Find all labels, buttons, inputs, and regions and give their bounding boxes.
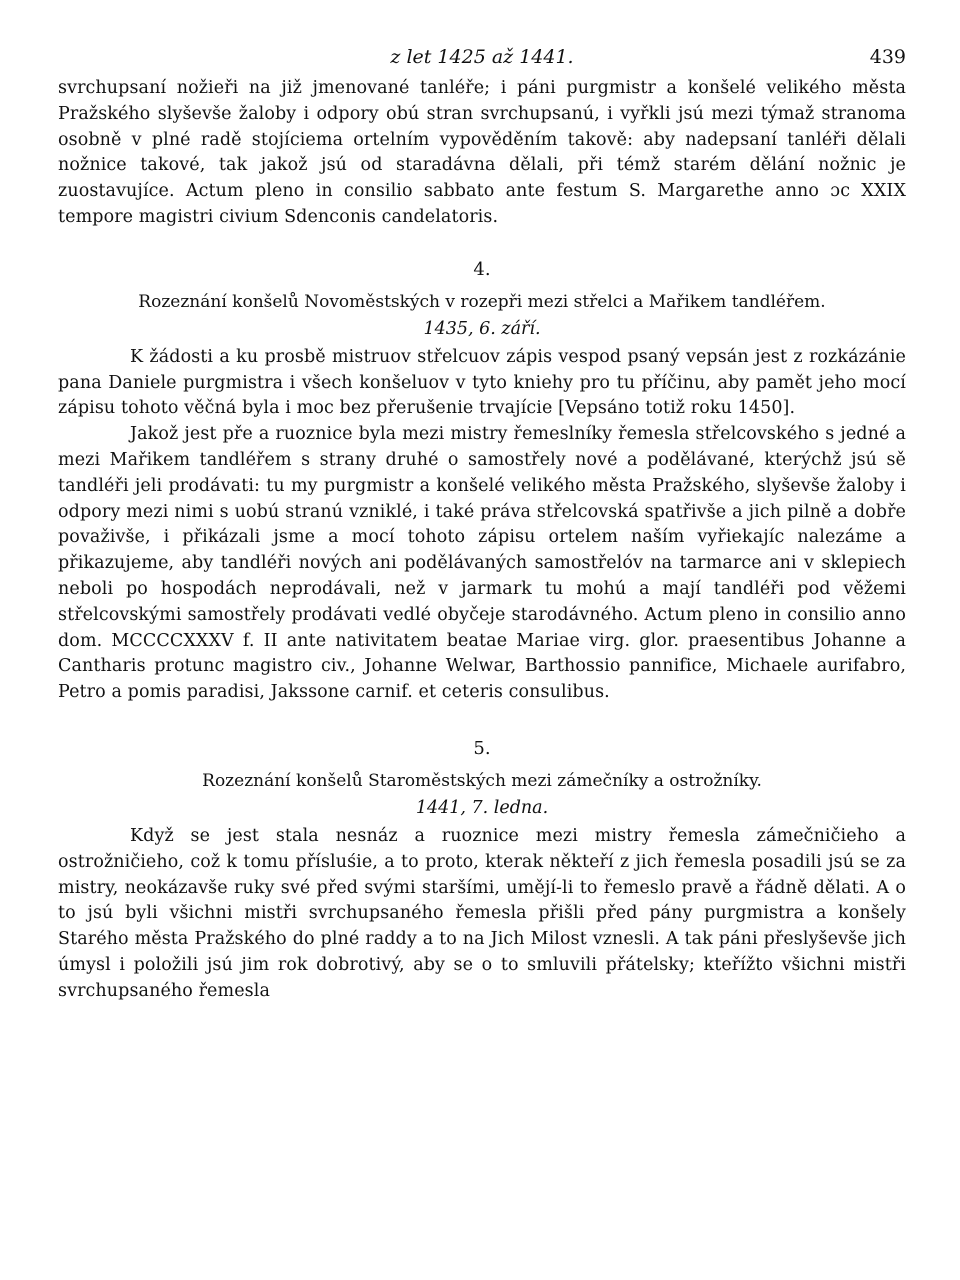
page-number: 439 [869,46,906,68]
section-number-4: 4. [473,258,491,280]
section-4-paragraph-2: Jakož jest pře a ruoznice byla mezi mistry řemeslníky řemesla střelcovského s jedné a mezi Mařikem tandléřem s strany druhé o samostřely nové a podělávané, kterýchž jsú sě tandléři jeli prodávati: tu my purgmistr a konšelé velikého města Pražského, slyševše žaloby i odpory mezi nimi s uobú stranú vzniklé, i také práva střelcovská spatřivše a jich pilně a dobře považivše, i přikázali jsme a mocí tohoto zápisu ortelem naším vyřiekajíc nalezáme a přikazujeme, aby tandléři nových ani podělávaných samostřelóv na tarmarce ani v sklepiech neboli po hospodách neprodávali, než v jarmark tu mohú a mají tandléři pod věžemi střelcovskými samostřely prodávati vedlé obyčeje starodávného. Actum pleno in consilio anno dom. MCCCCXXXV f. II ante nativitatem beatae Mariae virg. glor. praesentibus Johanne a Cantharis protunc magistro civ., Johanne Welwar, Barthossio pannifice, Michaele aurifabro, Petro a pomis paradisi, Jakssone carnif. et ceteris consulibus. [58,424,906,703]
section-date-4: 1435, 6. září. [423,318,541,339]
continued-paragraph: svrchupsaní nožieři na již jmenované tanléře; i páni purgmistr a konšelé velikého města Pražského slyševše žaloby i odpory obú stran svrchupsanú, i vyřkli jsú mezi týmaž stranoma osobně v plné radě stojíciema ortelním vypověděním takově: aby nadepsaní tanléři dělali nožnice takové, tak jakož jsú od staradávna dělali, při témž starém dělání nožnic je zuostavujíce. Actum pleno in consilio sabbato ante festum S. Margarethe anno ɔc XXIX tempore magistri civium Sdenconis candelatoris. [58,78,906,227]
section-title-5: Rozeznání konšelů Staroměstských mezi zámečníky a ostrožníky. [202,770,762,791]
running-head [58,40,906,76]
section-title-4: Rozeznání konšelů Novoměstských v rozepři mezi střelci a Mařikem tandléřem. [138,291,826,312]
book-page [58,40,906,1005]
running-title: z let 1425 až 1441. [390,46,574,68]
section-date-5: 1441, 7. ledna. [415,797,549,818]
section-number-5: 5. [473,737,491,759]
section-5-paragraph-1: Když se jest stala nesnáz a ruoznice mezi mistry řemesla zámečničieho a ostrožničieho, což k tomu přísluśie, a to proto, kterak někteří z jich řemesla posadili jsú se za mistry, neokázavše ruky své před svými staršími, umějí-li to řemeslo pravě a řádně dělati. A o to jsú byli všichni mistři svrchupsaného řemesla přišli před pány purgmistra a konšely Starého města Pražského do plné raddy a to na Jich Milost vznesli. A tak páni přeslyševše jich úmysl i položili jsú jim rok dobrotivý, aby se o to smluvili přátelsky; kteřížto všichni mistři svrchupsaného řemesla [58,825,906,1001]
section-4-paragraph-1: K žádosti a ku prosbě mistruov střelcuov zápis vespod psaný vepsán jest z rozkázánie pana Daniele purgmistra i všech konšeluov v tyto kniehy pro tu příčinu, aby pamět jeho mocí zápisu tohoto věčná byla i moc bez přerušenie trvajície [Vepsáno totiž roku 1450]. [58,346,906,419]
